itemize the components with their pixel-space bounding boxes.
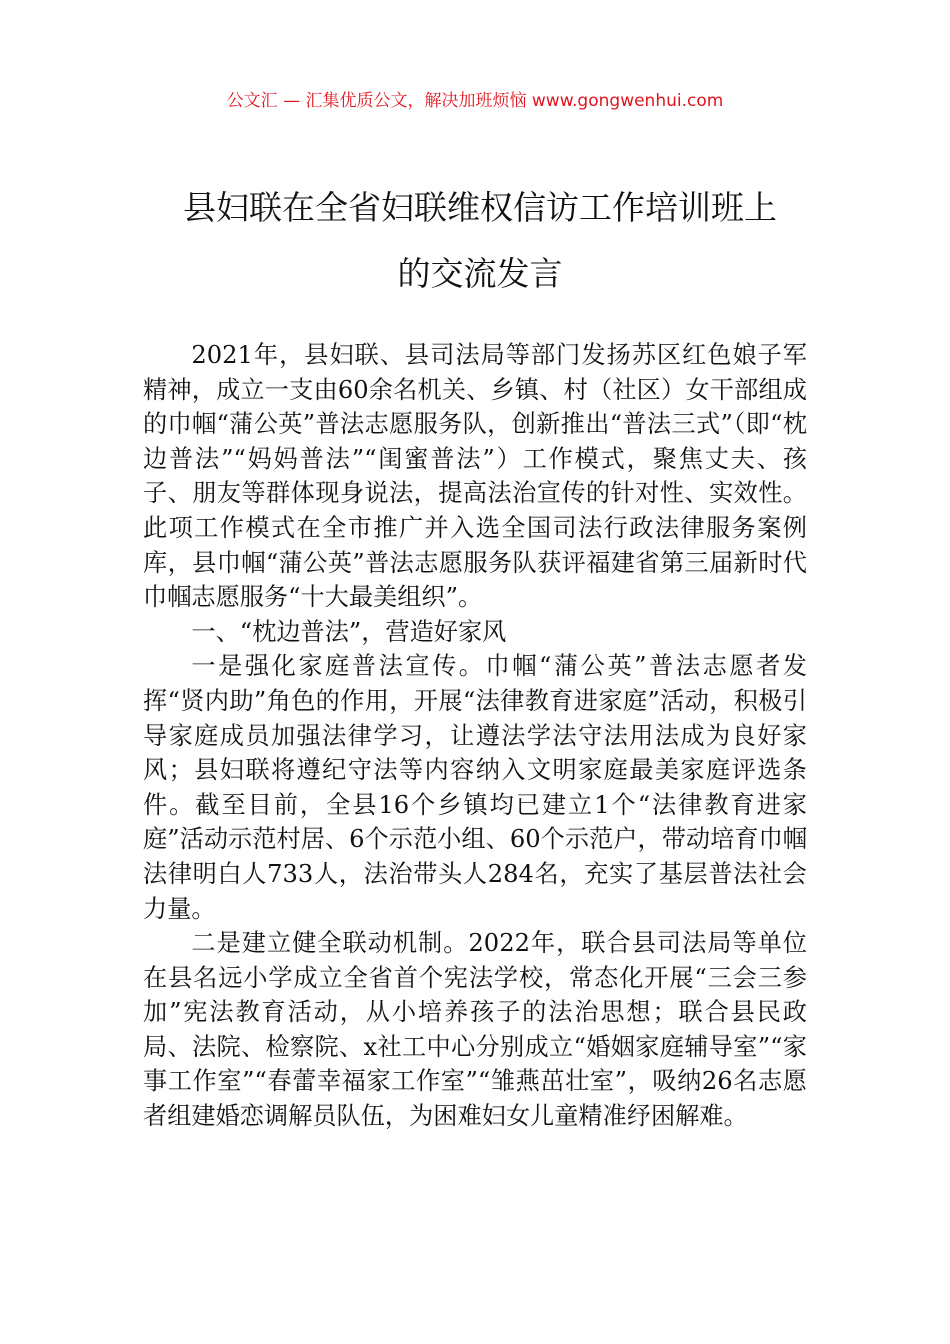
document-body (143, 338, 807, 1134)
paragraph-2: 二是建立健全联动机制。2022年，联合县司法局等单位在县名远小学成立全省首个宪法学校，常态化开展“三会三参加”宪法教育活动，从小培养孩子的法治思想；联合县民政局、法院、检察院、x社工中心分别成立“婚姻家庭辅导室”“家事工作室”“春蕾幸福家工作室”“雏燕茁壮室”，吸纳26名志愿者组建婚恋调解员队伍，为困难妇女儿童精准纾困解难。 (143, 929, 807, 1131)
section-heading-1: 一、“枕边普法”，营造好家风 (191, 617, 507, 646)
site-banner: 公文汇 — 汇集优质公文，解决加班烦恼 www.gongwenhui.com (226, 91, 724, 111)
document-title-line-2: 的交流发言 (397, 254, 563, 293)
paragraph-intro: 2021年，县妇联、县司法局等部门发扬苏区红色娘子军精神，成立一支由60余名机关、乡镇、村（社区）女干部组成的巾帼“蒲公英”普法志愿服务队，创新推出“普法三式”（即“枕边普法”“妈妈普法”“闺蜜普法”）工作模式，聚焦丈夫、孩子、朋友等群体现身说法，提高法治宣传的针对性、实效性。此项工作模式在全市推广并入选全国司法行政法律服务案例库，县巾帼“蒲公英”普法志愿服务队获评福建省第三届新时代巾帼志愿服务“十大最美组织”。 (143, 341, 807, 612)
paragraph-1: 一是强化家庭普法宣传。巾帼“蒲公英”普法志愿者发挥“贤内助”角色的作用，开展“法律教育进家庭”活动，积极引导家庭成员加强法律学习，让遵法学法守法用法成为良好家风；县妇联将遵纪守法等内容纳入文明家庭最美家庭评选条件。截至目前，全县16个乡镇均已建立1个“法律教育进家庭”活动示范村居、6个示范小组、60个示范户，带动培育巾帼法律明白人733人，法治带头人284名，充实了基层普法社会力量。 (143, 652, 807, 923)
document-title-line-1: 县妇联在全省妇联维权信访工作培训班上 (183, 188, 777, 227)
